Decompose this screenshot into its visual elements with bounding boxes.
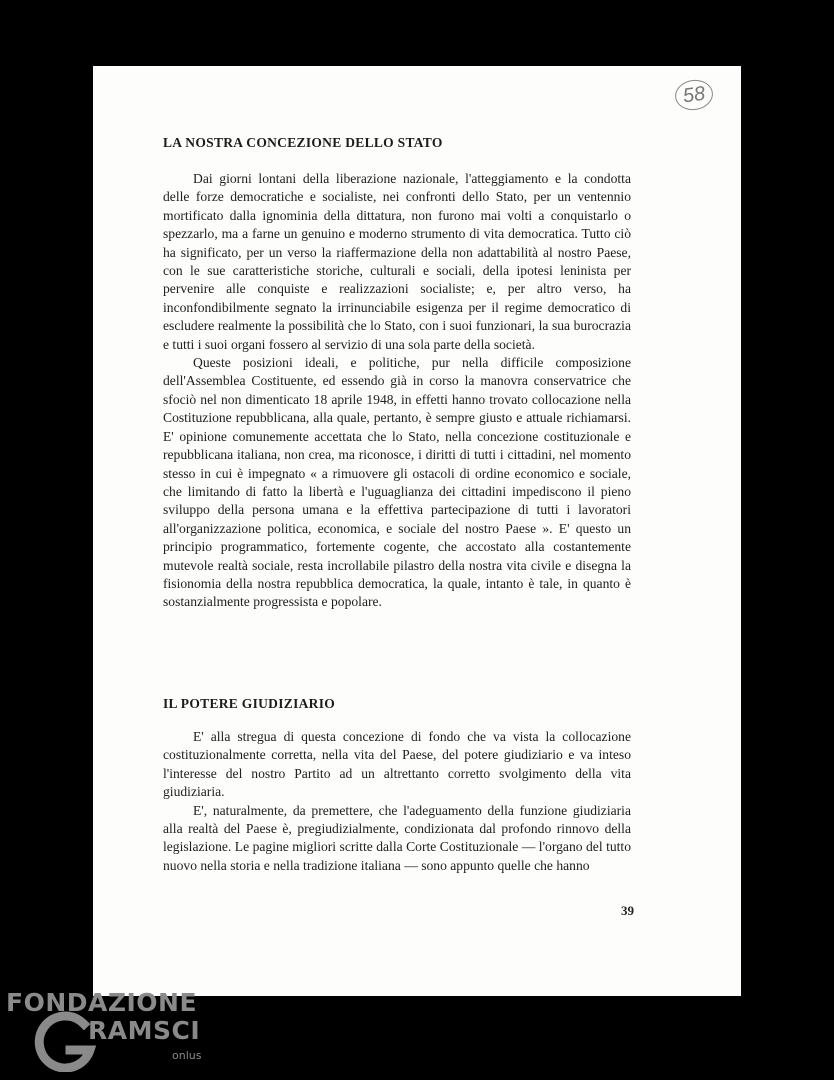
watermark-subtitle: onlus (172, 1049, 202, 1062)
document-page (93, 66, 741, 996)
paragraph: E' alla stregua di questa concezione di fondo che va vista la collocazione costituzionalmente corretta, nella vita del Paese, del potere giudiziario e va inteso l'interesse del nostro Partito ad un altrettanto corretto svolgimento della vita giudiziaria. (163, 729, 631, 800)
paragraph: Dai giorni lontani della liberazione nazionale, l'atteggiamento e la condotta delle forze democratiche e socialiste, nei confronti dello Stato, per un ventennio mortificato dalla ignominia della dittatura, non furono mai volti a conquistarlo o spezzarlo, ma a farne un genuino e moderno strumento di vita democratica. Tutto ciò ha significato, per un verso la riaffermazione della non adattabilità al nostro Paese, con le sue caratteristiche storiche, culturali e sociali, della ipotesi leninista per pervenire alle conquiste e realizzazioni socialiste; e, per altro verso, ha inconfondibilmente segnato la irrinunciabile esigenza per il regime democratico di escludere realmente la possibilità che lo Stato, con i suoi funzionari, la sua burocrazia e tutti i suoi organi fossero al servizio di una sola parte della società. (163, 171, 631, 352)
section-body-concezione-stato (163, 170, 631, 612)
watermark-line2: RAMSCI (88, 1016, 201, 1045)
watermark-line1: FONDAZIONE (6, 988, 198, 1017)
handwritten-page-annotation: 58 (673, 78, 715, 113)
paragraph: E', naturalmente, da premettere, che l'adeguamento della funzione giudiziaria alla realtà del Paese è, pregiudizialmente, condizionata dal profondo rinnovo della legislazione. Le pagine migliori scritte dalla Corte Costituzionale — l'organo del tutto nuovo nella storia e nella tradizione italiana — sono appunto quelle che hanno (163, 802, 631, 873)
page-number: 39 (621, 903, 634, 918)
paragraph: Queste posizioni ideali, e politiche, pur nella difficile composizione dell'Assemblea Costituente, ed essendo già in corso la manovra conservatrice che sfociò nel non dimenticato 18 aprile 1948, in effetti hanno trovato collocazione nella Costituzione repubblicana, alla quale, pertanto, è sempre giusto e attuale richiamarsi. E' opinione comunemente accettata che lo Stato, nella concezione costituzionale e repubblicana italiana, non crea, ma riconosce, i diritti di tutti i cittadini, nel momento stesso in cui è impegnato « a rimuovere gli ostacoli di ordine economico e sociale, che limitando di fatto la libertà e l'uguaglianza dei cittadini impediscono il pieno sviluppo della persona umana e la effettiva partecipazione di tutti i lavoratori all'organizzazione politica, economica, e sociale del nostro Paese ». E' questo un principio programmatico, fortemente cogente, che accostato alla costantemente mutevole realtà sociale, resta incrollabile pilastro della nostra vita civile e disegna la fisionomia della nostra repubblica democratica, la quale, intanto è tale, in quanto è sostanzialmente progressista e popolare. (163, 355, 631, 610)
section-body-potere-giudiziario (163, 728, 631, 875)
section-heading-concezione-stato: LA NOSTRA CONCEZIONE DELLO STATO (163, 135, 443, 150)
fondazione-gramsci-watermark (6, 988, 206, 1076)
section-heading-potere-giudiziario: IL POTERE GIUDIZIARIO (163, 696, 336, 711)
